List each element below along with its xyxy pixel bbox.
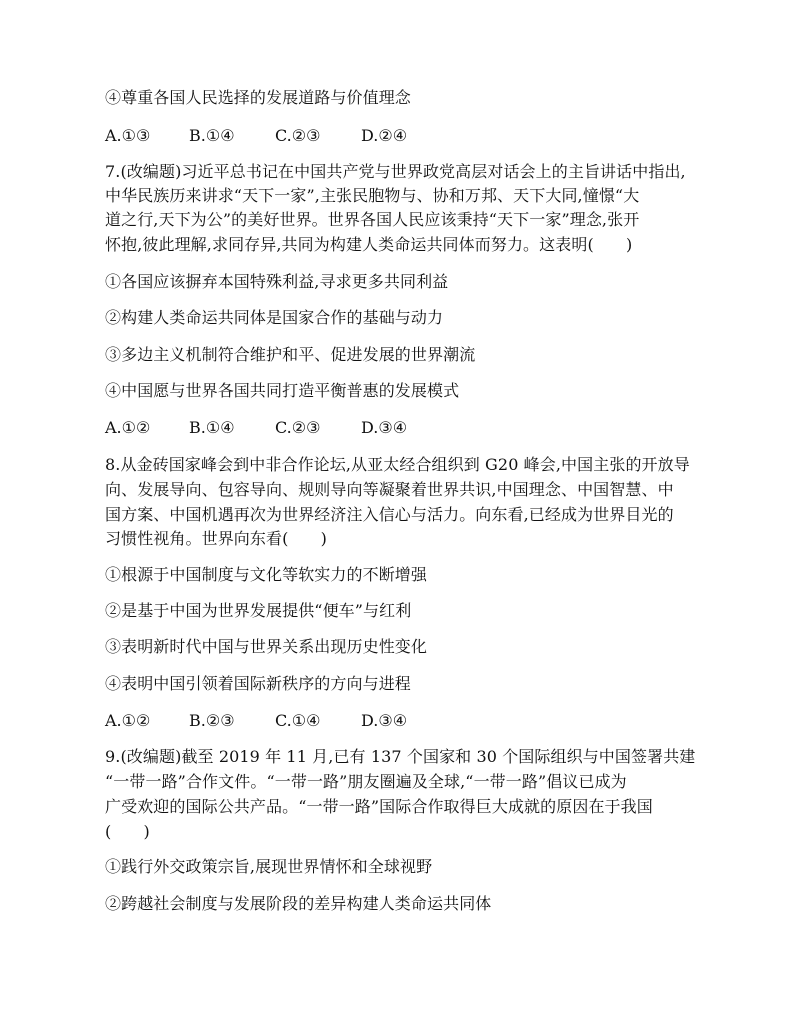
q9-stem-line: “一带一路”合作文件。“一带一路”朋友圈遍及全球,“一带一路”倡议已成为: [105, 772, 627, 791]
q8-option-b: B.②③: [189, 711, 235, 730]
q8-option-c: C.①④: [275, 711, 321, 730]
q6-options: [105, 126, 407, 146]
q7-stem-line: 中华民族历来讲求“天下一家”,主张民胞物与、协和万邦、天下大同,憧憬“大: [105, 186, 640, 205]
q8-option-a: A.①②: [105, 711, 151, 730]
q7-options: [105, 418, 407, 438]
q8-item-4: ④表明中国引领着国际新秩序的方向与进程: [105, 674, 411, 693]
q6-option-a: A.①③: [105, 126, 151, 145]
q6-option-c: C.②③: [275, 126, 321, 145]
q6-item-4: ④尊重各国人民选择的发展道路与价值理念: [105, 88, 411, 107]
q8-stem-line: 8.从金砖国家峰会到中非合作论坛,从亚太经合组织到 G20 峰会,中国主张的开放导: [105, 455, 690, 474]
q8-item-2: ②是基于中国为世界发展提供“便车”与红利: [105, 601, 412, 620]
q9-stem-line: 广受欢迎的国际公共产品。“一带一路”国际合作取得巨大成就的原因在于我国: [105, 797, 653, 816]
q7-stem-line: 怀抱,彼此理解,求同存异,共同为构建人类命运共同体而努力。这表明( ): [105, 235, 633, 254]
q7-item-3: ③多边主义机制符合维护和平、促进发展的世界潮流: [105, 345, 476, 364]
q7-item-4: ④中国愿与世界各国共同打造平衡普惠的发展模式: [105, 381, 460, 400]
q9-stem-line: ( ): [105, 822, 150, 841]
q7-stem-line: 7.(改编题)习近平总书记在中国共产党与世界政党高层对话会上的主旨讲话中指出,: [105, 162, 686, 181]
q9-item-1: ①践行外交政策宗旨,展现世界情怀和全球视野: [105, 857, 433, 876]
q9-stem-line: 9.(改编题)截至 2019 年 11 月,已有 137 个国家和 30 个国际组织与中国签署共建: [105, 747, 696, 766]
q7-stem-line: 道之行,天下为公”的美好世界。世界各国人民应该秉持“天下一家”理念,张开: [105, 210, 640, 229]
q7-option-a: A.①②: [105, 418, 151, 437]
q9-item-2: ②跨越社会制度与发展阶段的差异构建人类命运共同体: [105, 894, 492, 913]
q6-option-d: D.②④: [361, 126, 408, 145]
q6-option-b: B.①④: [189, 126, 235, 145]
q7-option-c: C.②③: [275, 418, 321, 437]
q8-options: [105, 711, 407, 731]
q8-item-1: ①根源于中国制度与文化等软实力的不断增强: [105, 565, 428, 584]
q8-item-3: ③表明新时代中国与世界关系出现历史性变化: [105, 637, 428, 656]
q7-option-b: B.①④: [189, 418, 235, 437]
q7-item-2: ②构建人类命运共同体是国家合作的基础与动力: [105, 308, 444, 327]
q8-option-d: D.③④: [361, 711, 408, 730]
q7-option-d: D.③④: [361, 418, 408, 437]
q8-stem-line: 国方案、中国机遇再次为世界经济注入信心与活力。向东看,已经成为世界目光的: [105, 505, 674, 524]
q8-stem-line: 向、发展导向、包容导向、规则导向等凝聚着世界共识,中国理念、中国智慧、中: [105, 480, 674, 499]
q7-item-1: ①各国应该摒弃本国特殊利益,寻求更多共同利益: [105, 272, 449, 291]
q8-stem-line: 习惯性视角。世界向东看( ): [105, 529, 327, 548]
